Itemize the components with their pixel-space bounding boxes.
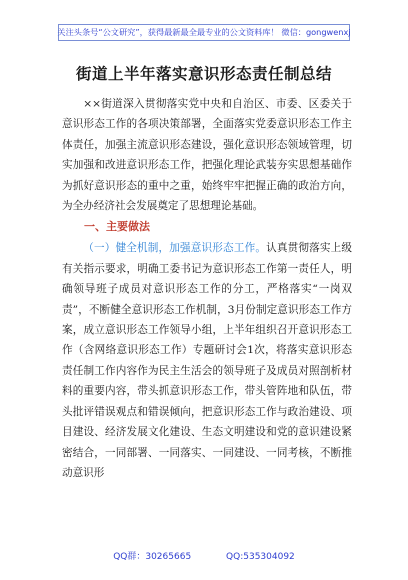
document-body	[62, 94, 352, 483]
intro-paragraph: ××街道深入贯彻落实党中央和自治区、市委、区委关于意识形态工作的各项决策部署，全面落实党委意识形态工作主体责任，加强主流意识形态建设，强化意识形态领域管理，切实加强和改进意识形态工作，把强化理论武装夯实思想基础作为抓好意识形态的重中之重，始终牢牢把握正确的政治方向，为全办经济社会发展奠定了思想理论基础。	[62, 98, 352, 213]
footer-qq-group: QQ群：30265665	[113, 552, 192, 562]
subsection-paragraph	[62, 238, 352, 483]
subsection-body: 认真贯彻落实上级有关指示要求，明确工委书记为意识形态工作第一责任人，明确领导班子成员对意识形态工作的分工，严格落实“一岗双责”，不断健全意识形态工作机制，3月份制定意识形态工作方案，成立意识形态工作领导小组，上半年组织召开意识形态工作（含网络意识形态工作）专题研讨会1次，将落实意识形态责任制工作内容作为民主生活会的领导班子及成员对照剖析材料的重要内容，带头抓意识形态工作，带头管阵地和队伍，带头批评错误观点和错误倾向，把意识形态工作与政治建设、项目建设、经济发展文化建设、生态文明建设和党的意识建设紧密结合，一同部署、一同落实、一同建设、一同考核，不断推动意识形	[62, 242, 353, 479]
footer-qq: QQ:535304092	[226, 552, 295, 562]
subsection-heading: （一）健全机制，加强意识形态工作。	[83, 242, 267, 255]
header-banner	[58, 24, 350, 41]
page-footer	[0, 549, 408, 562]
section-heading: 一、主要做法	[84, 220, 150, 234]
document-title: 街道上半年落实意识形态责任制总结	[75, 64, 332, 83]
banner-text: 关注头条号“公文研究”，获得最新最全最专业的公文资料库！ 微信：gongwenxj	[57, 27, 351, 37]
